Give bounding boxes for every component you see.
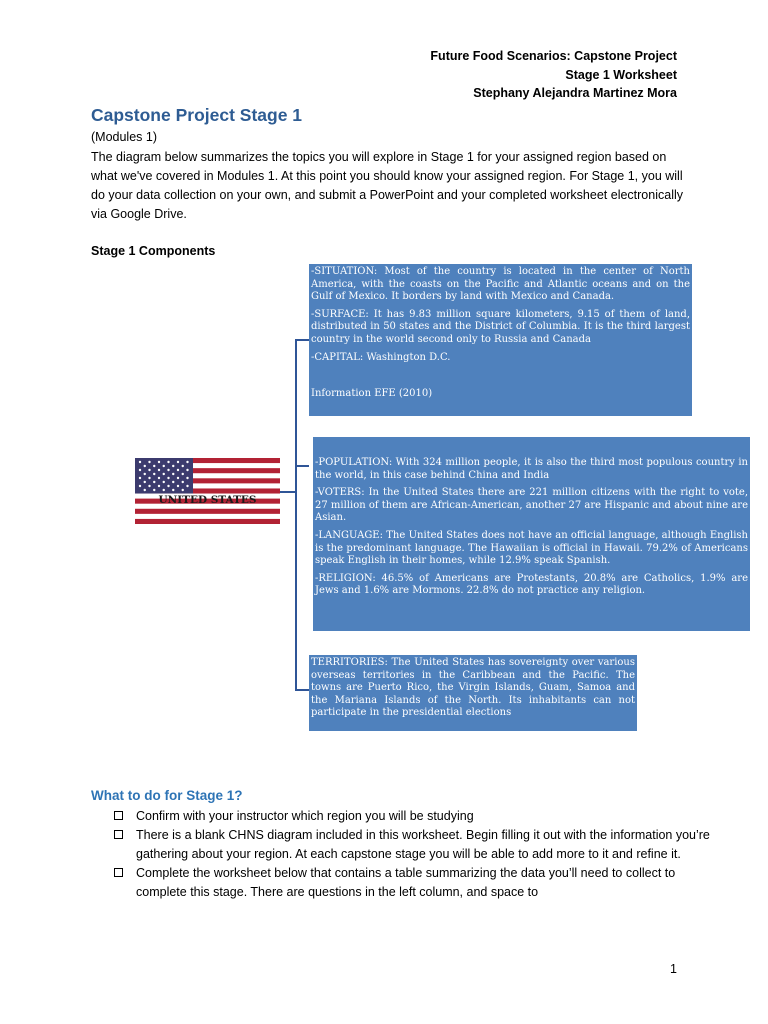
country-label: UNITED STATES (158, 494, 257, 506)
checkbox-icon (114, 868, 123, 877)
situation-text: -SITUATION: Most of the country is located in the center of North America, with the coasts on the Pacific and Atlantic oceans and on the Gulf of Mexico. It borders by land with Mexico and Canada. (311, 266, 690, 303)
header-project: Future Food Scenarios: Capstone Project (430, 49, 677, 63)
todo-item (112, 864, 712, 902)
geography-box (309, 264, 692, 416)
todo-item (112, 807, 712, 826)
page-title: Capstone Project Stage 1 (91, 105, 303, 125)
population-text: -POPULATION: With 324 million people, it is also the third most populous country in the world, in this case behind China and India (315, 457, 748, 481)
header-worksheet: Stage 1 Worksheet (565, 67, 677, 82)
voters-text: -VOTERS: In the United States there are 221 million citizens with the right to vote, 27 million of them are African-American, another 27 are Hispanic and about nine are Asian. (315, 487, 748, 524)
territories-box (309, 655, 637, 731)
todo-item (112, 826, 712, 864)
demographics-box (313, 437, 750, 631)
surface-text: -SURFACE: It has 9.83 million square kilometers, 9.15 of them of land, distributed in 50 states and the District of Columbia. It is the third largest country in the world second only to Russia and Canada (311, 308, 690, 345)
source-text: Information EFE (2010) (311, 388, 433, 400)
bracket-line (296, 340, 309, 690)
modules-note: (Modules 1) (91, 130, 157, 144)
center-bracket (280, 466, 309, 492)
header-author: Stephany Alejandra Martinez Mora (473, 86, 677, 100)
todo-list (112, 807, 712, 902)
todo-item-text: There is a blank CHNS diagram included in this worksheet. Begin filling it out with the information you’re gathering about your region. At each capstone stage you will be able to add more to it and refine it. (136, 828, 710, 861)
us-flag-image (135, 458, 280, 524)
page-number: 1 (670, 962, 677, 976)
document-header (430, 47, 677, 103)
intro-paragraph: The diagram below summarizes the topics you will explore in Stage 1 for your assigned region based on what we've covered in Modules 1. At this point you should know your assigned region. For Stage 1, you will do your data collection on your own, and submit a PowerPoint and your completed worksheet electronically via Google Drive. (91, 150, 683, 221)
todo-heading: What to do for Stage 1? (91, 788, 243, 803)
todo-item-text: Confirm with your instructor which region you will be studying (136, 809, 474, 823)
checkbox-icon (114, 830, 123, 839)
components-heading: Stage 1 Components (91, 244, 216, 258)
checkbox-icon (114, 811, 123, 820)
capital-text: -CAPITAL: Washington D.C. (311, 351, 451, 363)
territories-text: TERRITORIES: The United States has sovereignty over various overseas territories in the Caribbean and the Pacific. The towns are Puerto Rico, the Virgin Islands, Guam, Samoa and the Mariana Islands of the North. Its inhabitants can not participate in the presidential elections (311, 657, 635, 719)
religion-text: -RELIGION: 46.5% of Americans are Protestants, 20.8% are Catholics, 1.9% are Jews and 1.6% are Mormons. 22.8% do not practice any religion. (315, 572, 748, 597)
language-text: -LANGUAGE: The United States does not have an official language, although English is the predominant language. The Hawaiian is official in Hawaii. 79.2% of Americans speak English in their homes, while 12.9% speak Spanish. (315, 529, 748, 567)
todo-item-text: Complete the worksheet below that contains a table summarizing the data you’ll need to collect to complete this stage. There are questions in the left column, and space to (136, 866, 676, 899)
